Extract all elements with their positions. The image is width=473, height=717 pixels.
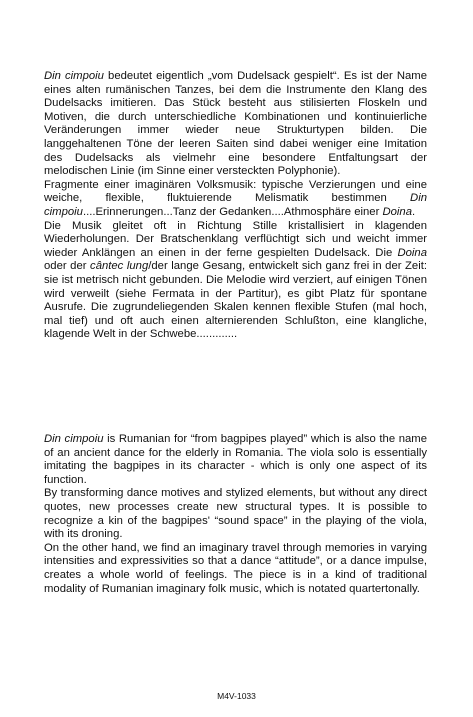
cantec-lung-term: cântec lung: [90, 260, 149, 273]
english-paragraph-2: By transforming dance motives and stylized elements, but without any direct quotes, new processes create new structural types. It is possible to recognize a kin of the bagpipes' “sound space” in the playing of the viola, with its droning.: [44, 487, 427, 541]
doina-term: Doina: [397, 246, 427, 259]
work-title: Din cimpoiu: [44, 433, 104, 445]
work-title: Din cimpoiu: [44, 192, 427, 218]
work-title: Din cimpoiu: [44, 70, 104, 82]
german-text: [44, 70, 427, 342]
german-paragraph-2: [44, 179, 427, 220]
english-text: [44, 433, 427, 596]
german-paragraph-2-text-c: .: [412, 205, 416, 218]
german-paragraph-3-text-c: /der lange Gesang, entwickelt sich ganz frei in der Zeit: sie ist metrisch nicht gebunden. Die Melodie wird verziert, auf einigen Tönen wird verweilt (siehe Fermata in der Partitur), es gibt Platz für spontane Ausrufe. Die zugrundeliegenden Skalen kennen flexible Stufen (mal hoch, mal tief) und oft auch einen alternierenden Schlußton, eine klangliche, klagende Welt in der Schwebe.............: [44, 260, 428, 341]
german-paragraph-1: [44, 70, 427, 179]
doina-term: Doina: [382, 205, 413, 218]
english-paragraph-1: [44, 433, 427, 487]
german-paragraph-3-text-a: Die Musik gleitet oft in Richtung Stille kristallisiert in klagenden Wiederholungen. Der Bratschenklang verflüchtigt sich und weicht immer wieder Anklängen an einen in der ferne gespielten Dudelsack. Die: [44, 219, 427, 259]
german-paragraph-1-text: bedeutet eigentlich „vom Dudelsack gespielt“. Es ist der Name eines alten rumänischen Tanzes, bei dem die Instrumente den Klang des Dudelsacks imitieren. Das Stück besteht aus stilisierten Floskeln und Motiven, die durch unterschiedliche Kombinationen und kontinuierliche Veränderungen immer wieder neue Strukturtypen bilden. Die langgehaltenen Töne der leeren Saiten sind dabei weniger eine Imitation des Dudelsacks als vielmehr eine besondere Entfaltungsart der melodischen Linie (im Sinne einer versteckten Polyphonie).: [44, 70, 427, 178]
english-paragraph-3: On the other hand, we find an imaginary travel through memories in varying intensities and expressivities so that a dance “attitude”, or a dance impulse, creates a whole world of feelings. The piece is in a kind of traditional modality of Rumanian imaginary folk music, which is notated quartertonally.: [44, 541, 427, 595]
english-paragraph-1-text: is Rumanian for “from bagpipes played” which is also the name of an ancient dance for the elderly in Romania. The viola solo is essentially imitating the bagpipes in its character - which is only one aspect of its function.: [44, 433, 427, 486]
german-paragraph-2-text-a: Fragmente einer imaginären Volksmusik: typische Verzierungen und eine weiche, flexible, fluktuierende Melismatik bestimmen: [44, 178, 427, 205]
catalog-number: M4V-1033: [217, 691, 256, 701]
german-paragraph-2-text-b: ....Erinnerungen...Tanz der Gedanken....Athmosphäre einer: [82, 205, 383, 218]
german-paragraph-3: [44, 220, 427, 342]
german-paragraph-3-text-b: oder der: [44, 260, 91, 273]
